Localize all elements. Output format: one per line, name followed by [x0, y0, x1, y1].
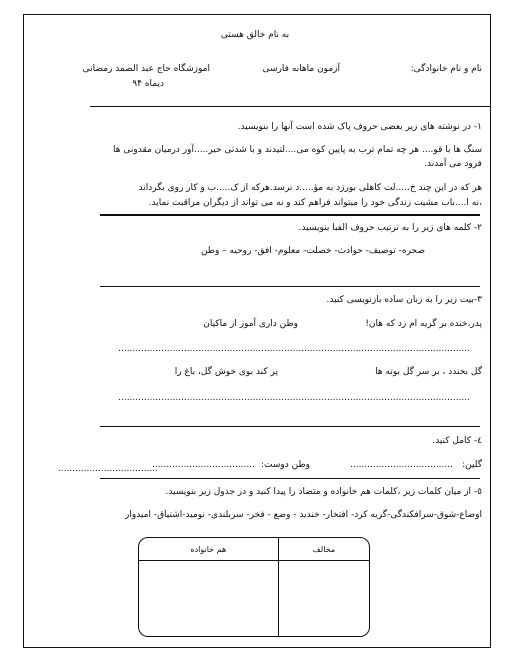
q4-item-label: وطن دوست: [261, 460, 310, 470]
verse-line-b: وطن داری آموز از ماکیان [203, 319, 298, 329]
section-divider [100, 214, 480, 216]
answer-dots: ........................................................................................................................... [118, 344, 470, 354]
verse-line-a: گل بخندد ، بر سر گل بوته ها [375, 367, 482, 377]
answer-table [138, 537, 370, 637]
q1-text-line: سنگ ها با قو.... هر چه تمام ترب به پایین کوه می....لتیدند و با شدتی حیر.....آور درمیان مقدونی ها [113, 145, 482, 155]
q4-answer-dots: ................................... [57, 464, 158, 474]
header-divider [90, 106, 490, 107]
q4-answer-dots: .................................... [350, 460, 453, 470]
column-header-opposite: مخالف [278, 538, 369, 561]
column-header-family: هم خانواده [139, 538, 278, 561]
exam-title: آزمون ماهانه فارسی [262, 64, 340, 74]
q1-text-line: هر که در این چند خ.....لت کاهلی بورزد به مؤ.....د نرسد.هرکه از ک.....ب و کار روی بگرداند [138, 183, 482, 193]
q2-word-list: صحره- توصیف- حوادث- خصلت- معلوم- افق- روحیه – وطن [200, 246, 425, 256]
school-name: اموزشگاه حاج عبد الصمد رمضانی [82, 64, 210, 74]
q4-answer-dots: .................................... [152, 460, 255, 470]
student-name-label: نام و نام خانوادگی: [410, 64, 482, 74]
q4-item-label: گلین: [462, 460, 482, 470]
section-divider [100, 426, 480, 427]
answer-cell-opposite[interactable] [278, 561, 369, 636]
section-divider [100, 478, 480, 479]
verse-line-b: پر کند بوی خوش گل، باغ را [174, 367, 278, 377]
page-title: به نام خالق هستی [220, 30, 290, 40]
q1-text-line: ،نه ا....باب مشیت زندگی خود را میتواند فراهم کند و نه می تواند از دیگران مراقبت نماید. [148, 198, 482, 208]
answer-cell-family[interactable] [139, 561, 278, 636]
q2-instruction: ۲- کلمه های زیر را به ترتیب حروف الفبا بنویسید. [298, 223, 482, 233]
q5-instruction: ٥- از میان کلمات زیر ،کلمات هم خانواده و متضاد را پیدا کنید و در جدول زیر بنویسید. [165, 487, 482, 497]
verse-line-a: پدر،خنده بر گریه ام زد که هان! [365, 319, 482, 329]
q1-text-line: فرود می آمدند. [424, 159, 482, 169]
q1-instruction: ۱- در نوشته های زیر بعضی حروف پاک شده است آنها را بنویسید. [237, 122, 482, 132]
exam-date: دیماه ۹۴ [132, 79, 164, 89]
q3-instruction: ۳-بیت زیر را به زبان ساده بازنویسی کنید. [326, 295, 482, 305]
section-divider [100, 286, 480, 287]
answer-dots: ........................................................................................................................... [118, 393, 470, 403]
q5-word-list: اوضاع-شوق-سرافکندگی-گریه کرد- افتخار- خندید - وضع - فخر- سربلندی- نومید-اشتیاق- امیدوار [125, 510, 482, 520]
q4-instruction: ٤- کامل کنید. [432, 436, 482, 446]
